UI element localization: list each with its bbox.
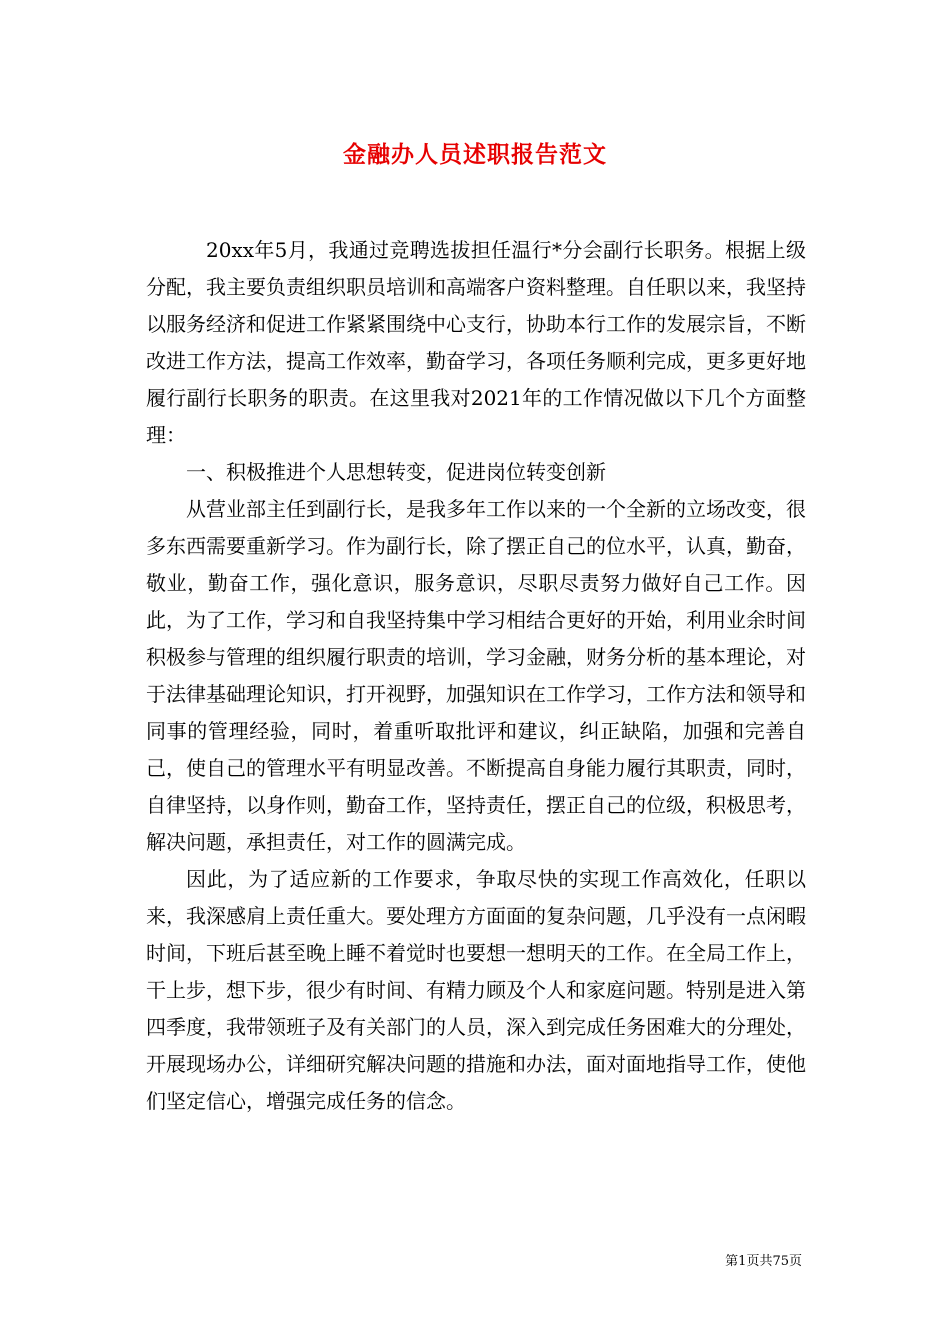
section-heading: 一、积极推进个人思想转变，促进岗位转变创新: [186, 460, 606, 484]
document-body: [146, 232, 806, 1120]
document-title: 金融办人员述职报告范文: [343, 141, 607, 168]
paragraph-intro: 20xx年5月，我通过竞聘选拔担任温行*分会副行长职务。根据上级分配，我主要负责组织职员培训和高端客户资料整理。自任职以来，我坚持以服务经济和促进工作紧紧围绕中心支行，协助本行工作的发展宗旨，不断改进工作方法，提高工作效率，勤奋学习，各项任务顺利完成，更多更好地履行副行长职务的职责。在这里我对2021年的工作情况做以下几个方面整理：: [146, 238, 806, 447]
page-number: 第1页共75页: [725, 1254, 802, 1269]
paragraph-body: 从营业部主任到副行长，是我多年工作以来的一个全新的立场改变，很多东西需要重新学习。作为副行长，除了摆正自己的位水平，认真，勤奋，敬业，勤奋工作，强化意识，服务意识，尽职尽责努力做好自己工作。因此，为了工作，学习和自我坚持集中学习相结合更好的开始，利用业余时间积极参与管理的组织履行职责的培训，学习金融，财务分析的基本理论，对于法律基础理论知识，打开视野，加强知识在工作学习，工作方法和领导和同事的管理经验，同时，着重听取批评和建议，纠正缺陷，加强和完善自己，使自己的管理水平有明显改善。不断提高自身能力履行其职责，同时，自律坚持，以身作则，勤奋工作，坚持责任，摆正自己的位级，积极思考，解决问题，承担责任，对工作的圆满完成。: [146, 497, 806, 854]
paragraph-body: 因此，为了适应新的工作要求，争取尽快的实现工作高效化，任职以来，我深感肩上责任重大。要处理方方面面的复杂问题，几乎没有一点闲暇时间，下班后甚至晚上睡不着觉时也要想一想明天的工作。在全局工作上，干上步，想下步，很少有时间、有精力顾及个人和家庭问题。特别是进入第四季度，我带领班子及有关部门的人员，深入到完成任务困难大的分理处，开展现场办公，详细研究解决问题的措施和办法，面对面地指导工作，使他们坚定信心，增强完成任务的信念。: [146, 867, 806, 1113]
